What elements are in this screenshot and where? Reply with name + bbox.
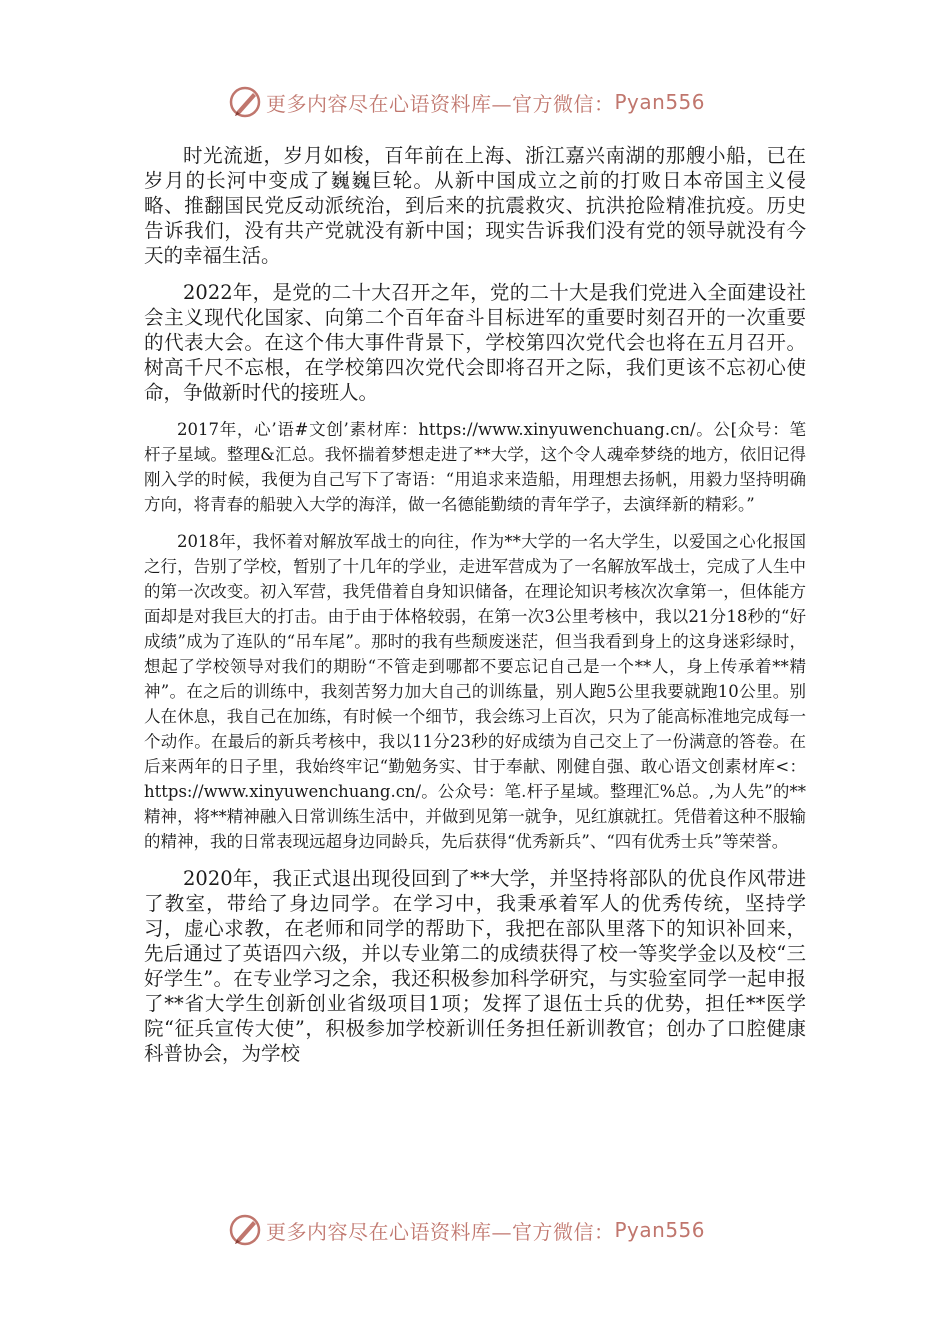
paragraph-2: 2022年，是党的二十大召开之年，党的二十大是我们党进入全面建设社会主义现代化国家、向第二个百年奋斗目标进军的重要时刻召开的一次重要的代表大会。在这个伟大事件背景下，学校第四次党代会也将在五月召开。树高千尺不忘根，在学校第四次党代会即将召开之际，我们更该不忘初心使命，争做新时代的接班人。 [144,281,806,404]
header-wechat-id: Pyan556 [614,90,706,114]
pen-logo-icon [228,1213,262,1247]
paragraph-3: 2017年，心’语#文创’素材库：https://www.xinyuwenchuang.cn/。公[众号：笔杆子星域。整理&汇总。我怀揣着梦想走进了**大学，这个令人魂牵梦绕的地方，依旧记得刚入学的时候，我便为自己写下了寄语：“用追求来造船，用理想去扬帆，用毅力坚持明确方向，将青春的船驶入大学的海洋，做一名德能勤绩的青年学子，去演绎新的精彩。” [144,420,806,514]
header-banner-text: 更多内容尽在心语资料库—官方微信： [266,91,615,116]
article-body [144,143,806,1078]
footer-wechat-id: Pyan556 [614,1218,706,1242]
footer-banner-text: 更多内容尽在心语资料库—官方微信： [266,1219,615,1244]
header-banner [228,82,728,122]
paragraph-1: 时光流逝，岁月如梭，百年前在上海、浙江嘉兴南湖的那艘小船，已在岁月的长河中变成了巍巍巨轮。从新中国成立之前的打败日本帝国主义侵略、推翻国民党反动派统治，到后来的抗震救灾、抗洪抢险精准抗疫。历史告诉我们，没有共产党就没有新中国；现实告诉我们没有党的领导就没有今天的幸福生活。 [144,144,806,267]
footer-banner [228,1210,728,1250]
pen-logo-icon [228,85,262,119]
paragraph-4: 2018年，我怀着对解放军战士的向往，作为**大学的一名大学生，以爱国之心化报国之行，告别了学校，暂别了十几年的学业，走进军营成为了一名解放军战士，完成了人生中的第一次改变。初入军营，我凭借着自身知识储备，在理论知识考核次次拿第一，但体能方面却是对我巨大的打击。由于由于体格较弱，在第一次3公里考核中，我以21分18秒的“好成绩”成为了连队的“吊车尾”。那时的我有些颓废迷茫，但当我看到身上的这身迷彩绿时，想起了学校领导对我们的期盼“不管走到哪都不要忘记自己是一个**人，身上传承着**精神”。在之后的训练中，我刻苦努力加大自己的训练量，别人跑5公里我要就跑10公里。别人在休息，我自己在加练，有时候一个细节，我会练习上百次，只为了能高标准地完成每一个动作。在最后的新兵考核中，我以11分23秒的好成绩为自己交上了一份满意的答卷。在后来两年的日子里，我始终牢记“勤勉务实、甘于奉献、刚健自强、敢心语文创素材库<：https://www.xinyuwenchuang.cn/。公众号：笔.杆子星域。整理汇%总。,为人先”的**精神，将**精神融入日常训练生活中，并做到见第一就争，见红旗就扛。凭借着这种不服输的精神，我的日常表现远超身边同龄兵，先后获得“优秀新兵”、“四有优秀士兵”等荣誉。 [144,532,806,851]
paragraph-5: 2020年，我正式退出现役回到了**大学，并坚持将部队的优良作风带进了教室，带给了身边同学。在学习中，我秉承着军人的优秀传统，坚持学习，虚心求教，在老师和同学的帮助下，我把在部队里落下的知识补回来，先后通过了英语四六级，并以专业第二的成绩获得了校一等奖学金以及校“三好学生”。在专业学习之余，我还积极参加科学研究，与实验室同学一起申报了**省大学生创新创业省级项目1项；发挥了退伍士兵的优势，担任**医学院“征兵宣传大使”，积极参加学校新训任务担任新训教官；创办了口腔健康科普协会，为学校 [144,867,806,1065]
